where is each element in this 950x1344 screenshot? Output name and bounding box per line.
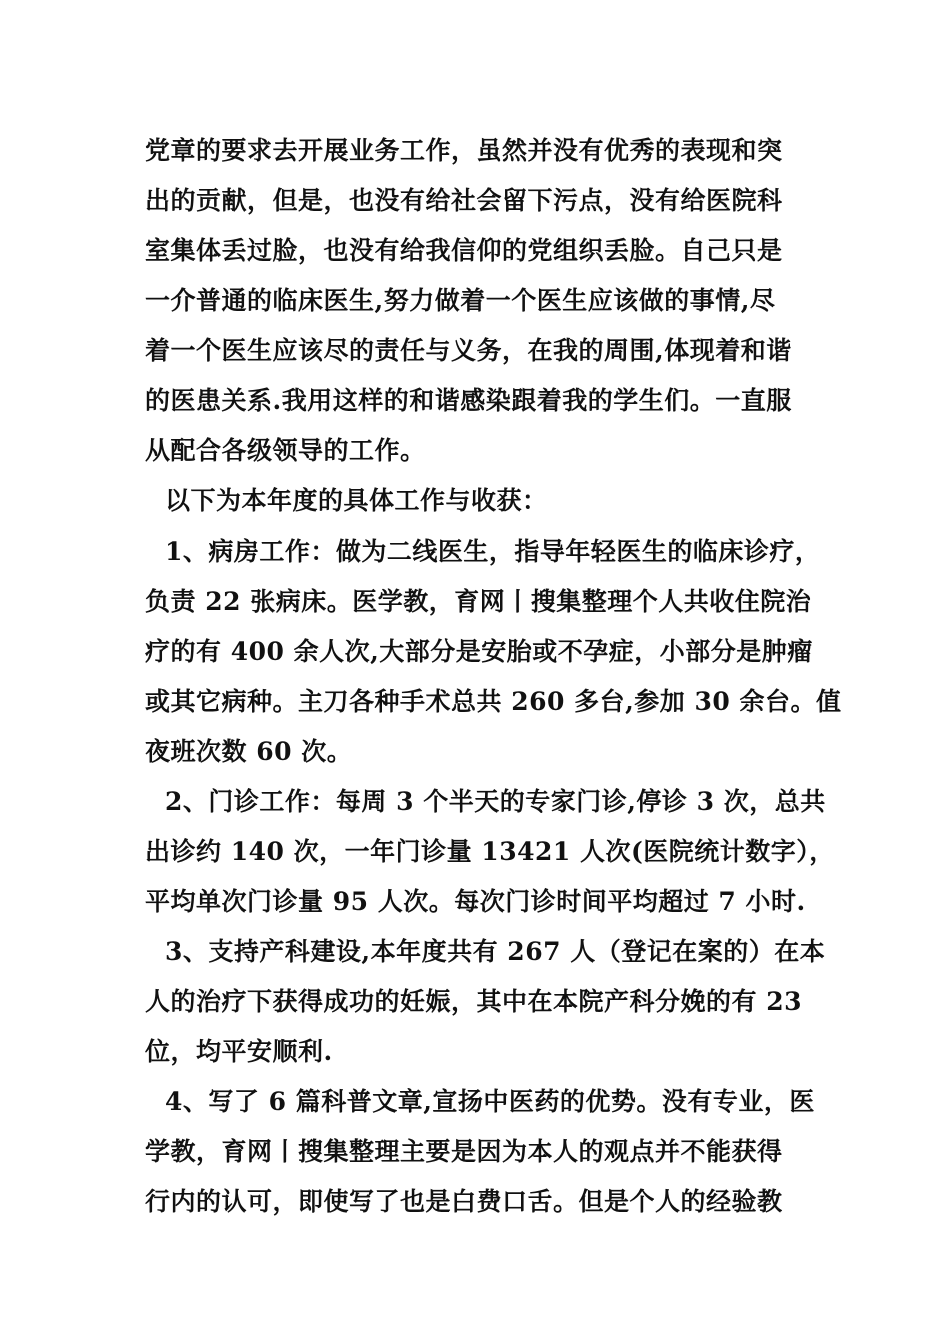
paragraph-item-1: 1、病房工作：做为二线医生，指导年轻医生的临床诊疗， <box>165 537 821 566</box>
text-line: 出诊约 140 次，一年门诊量 13421 人次(医院统计数字）， <box>145 837 835 866</box>
text-line: 行内的认可，即使写了也是白费口舌。但是个人的经验教 <box>145 1187 783 1216</box>
text-line: 负责 22 张病床。医学教，育网丨搜集整理个人共收住院治 <box>145 587 812 616</box>
paragraph-item-3: 3、支持产科建设,本年度共有 267 人（登记在案的）在本 <box>165 937 826 966</box>
paragraph-item-4: 4、写了 6 篇科普文章,宣扬中医药的优势。没有专业，医 <box>165 1087 815 1116</box>
text-line: 或其它病种。主刀各种手术总共 260 多台,参加 30 余台。值 <box>145 687 842 716</box>
text-line: 从配合各级领导的工作。 <box>145 436 426 465</box>
text-line: 党章的要求去开展业务工作，虽然并没有优秀的表现和突 <box>145 136 783 165</box>
text-line: 出的贡献，但是，也没有给社会留下污点，没有给医院科 <box>145 186 783 215</box>
text-line: 位，均平安顺利. <box>145 1037 333 1066</box>
text-line: 着一个医生应该尽的责任与义务，在我的周围,体现着和谐 <box>145 336 792 365</box>
paragraph-intro: 以下为本年度的具体工作与收获： <box>165 486 548 515</box>
text-line: 平均单次门诊量 95 人次。每次门诊时间平均超过 7 小时. <box>145 887 806 916</box>
text-line: 室集体丢过脸，也没有给我信仰的党组织丢脸。自己只是 <box>145 236 783 265</box>
paragraph-item-2: 2、门诊工作：每周 3 个半天的专家门诊,停诊 3 次，总共 <box>165 787 826 816</box>
text-line: 夜班次数 60 次。 <box>145 737 353 766</box>
text-line: 人的治疗下获得成功的妊娠，其中在本院产科分娩的有 23 <box>145 987 802 1016</box>
text-line: 学教，育网丨搜集整理主要是因为本人的观点并不能获得 <box>145 1137 783 1166</box>
text-line: 的医患关系.我用这样的和谐感染跟着我的学生们。一直服 <box>145 386 792 415</box>
text-line: 疗的有 400 余人次,大部分是安胎或不孕症，小部分是肿瘤 <box>145 637 813 666</box>
text-line: 一介普通的临床医生,努力做着一个医生应该做的事情,尽 <box>145 286 776 315</box>
